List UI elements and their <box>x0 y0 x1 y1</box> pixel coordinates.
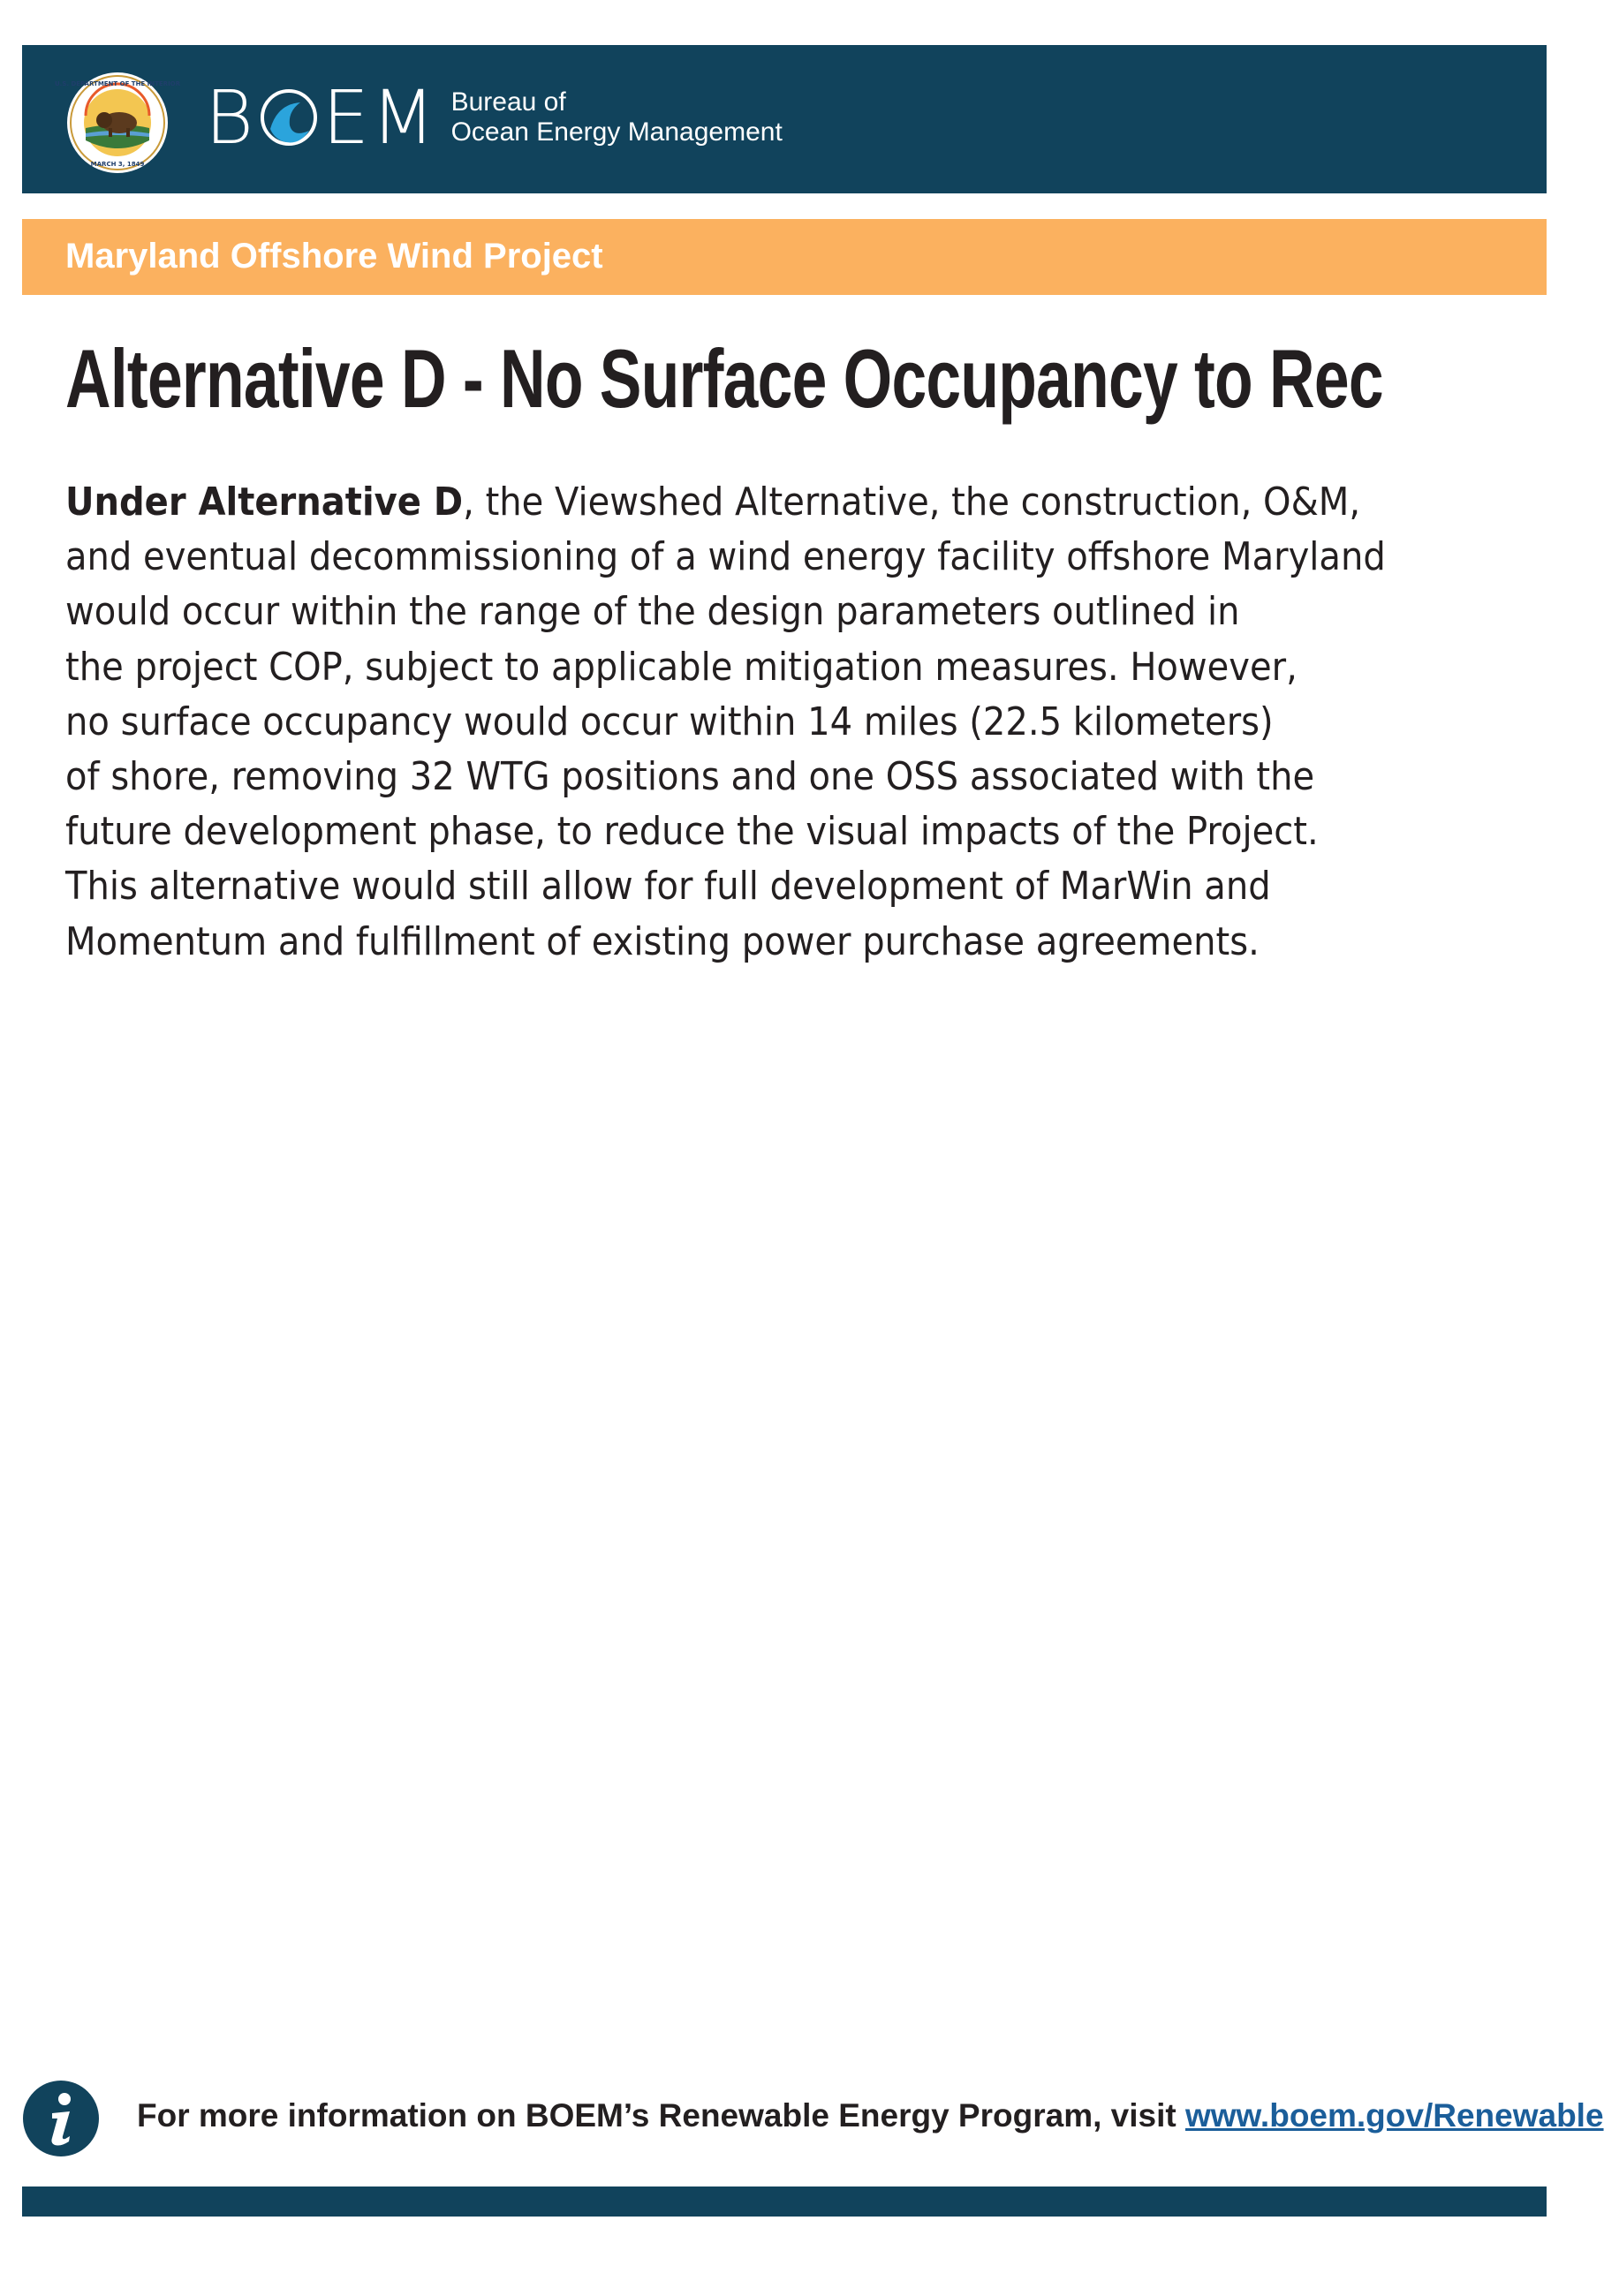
seal-text-bottom: MARCH 3, 1849 <box>90 161 145 168</box>
body-line-7: future development phase, to reduce the visual impacts of the Project. <box>65 809 1319 855</box>
header-bar <box>22 45 1547 193</box>
body-line-3: would occur within the range of the design parameters outlined in <box>65 589 1240 635</box>
body-line-2: and eventual decommissioning of a wind energy facility offshore Maryland <box>65 534 1386 580</box>
project-band <box>22 219 1547 295</box>
footer-bar <box>22 2186 1547 2217</box>
body-paragraph <box>65 475 1532 970</box>
footer-note <box>137 2097 1604 2134</box>
org-line-1: Bureau of <box>450 87 566 117</box>
doi-seal-logo <box>54 72 181 174</box>
logo-letters-em: EM <box>322 74 437 161</box>
body-lead-bold: Under Alternative D <box>65 480 464 525</box>
org-name <box>451 87 783 147</box>
body-line-8: This alternative would still allow for full development of MarWin and <box>65 864 1271 910</box>
body-line-1 <box>65 475 1400 530</box>
page-title: Alternative D - No Surface Occupancy to Rec <box>65 332 1383 425</box>
boem-wordmark <box>205 73 783 162</box>
body-line-1-text: , the Viewshed Alternative, the construction, O&M, <box>463 480 1361 525</box>
body-line-5: no surface occupancy would occur within 14 miles (22.5 kilometers) <box>65 699 1274 744</box>
title-container <box>0 318 1547 442</box>
org-line-2: Ocean Energy Management <box>450 117 783 147</box>
logo-letter-b: B <box>205 74 256 161</box>
body-line-9: Momentum and fulfillment of existing power purchase agreements. <box>65 918 1260 964</box>
body-line-4: the project COP, subject to applicable mitigation measures. However, <box>65 644 1298 690</box>
seal-text-top: U.S. DEPARTMENT OF THE INTERIOR <box>54 80 181 87</box>
renewable-energy-link[interactable]: www.boem.gov/Renewable <box>1184 2097 1604 2134</box>
project-label: Maryland Offshore Wind Project <box>65 237 603 276</box>
footer-note-text: For more information on BOEM’s Renewable Energy Program, visit <box>137 2097 1185 2134</box>
info-icon <box>22 2080 100 2157</box>
body-line-6: of shore, removing 32 WTG positions and one OSS associated with the <box>65 754 1315 800</box>
boem-wave-o-icon <box>258 87 320 148</box>
boem-logo <box>205 74 437 161</box>
